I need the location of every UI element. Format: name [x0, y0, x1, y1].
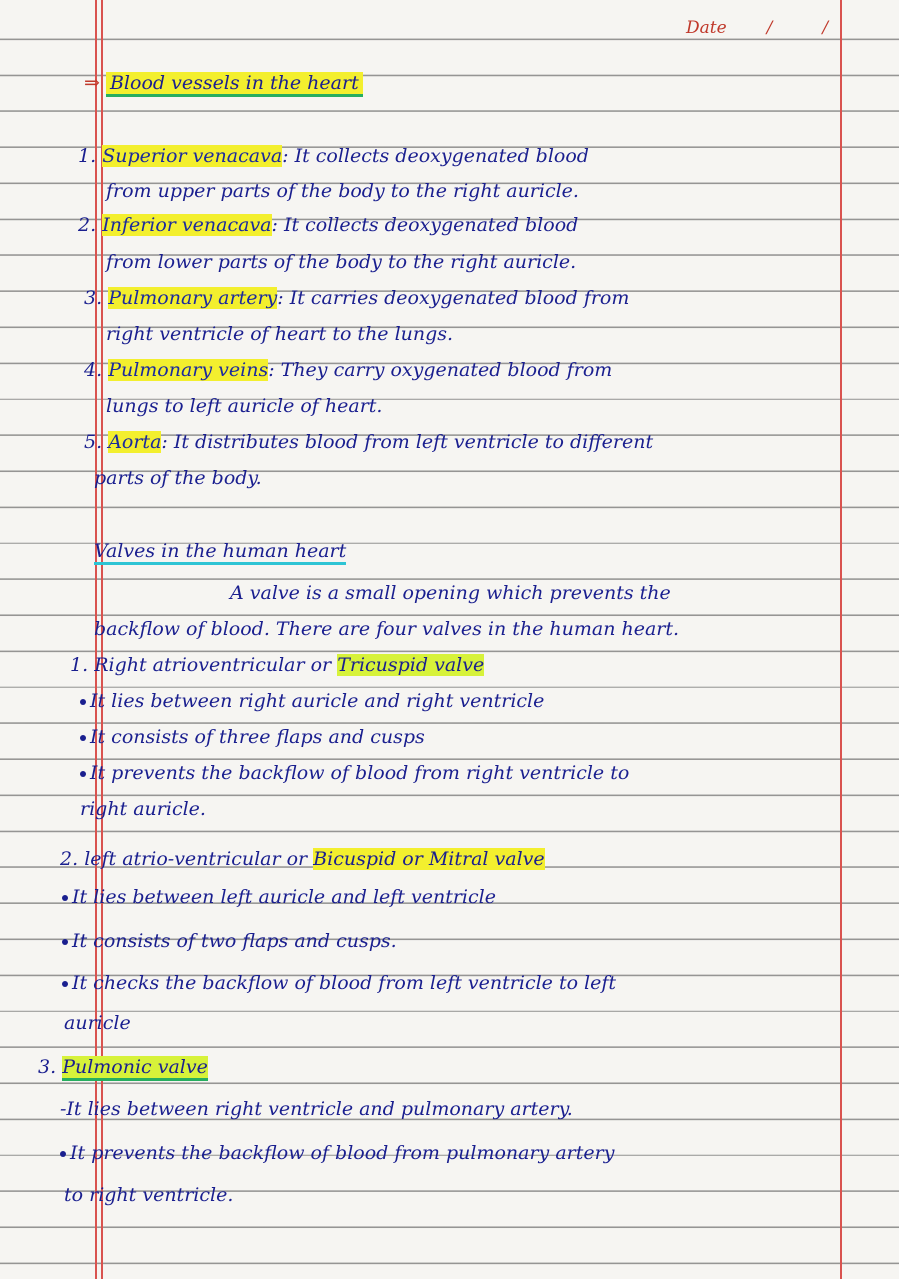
- item-term: Pulmonary artery: [108, 287, 278, 309]
- bullet-icon: [60, 1151, 66, 1157]
- valve-point-continuation: auricle: [64, 1012, 131, 1034]
- valve-name-b: Tricuspid valve: [337, 654, 485, 676]
- item-term: Inferior venacava: [102, 214, 272, 236]
- section2-title: Valves in the human heart: [94, 540, 346, 565]
- item-number: 1.: [78, 145, 97, 167]
- valve-heading: [38, 1056, 208, 1078]
- item-continuation: from upper parts of the body to the right auricle.: [106, 180, 579, 202]
- list-item: [78, 214, 578, 236]
- item-term: Pulmonary veins: [108, 359, 269, 381]
- valve-number: 2.: [60, 848, 79, 870]
- bullet-icon: [80, 735, 86, 741]
- list-item: [84, 359, 612, 381]
- list-item: [84, 431, 653, 453]
- date-label: Date: [686, 18, 727, 38]
- item-continuation: parts of the body.: [94, 467, 262, 489]
- item-continuation: from lower parts of the body to the right auricle.: [106, 251, 577, 273]
- valve-number: 3.: [38, 1056, 57, 1078]
- valve-point-text: It prevents the backflow of blood from pulmonary artery: [70, 1142, 615, 1164]
- item-continuation: right ventricle of heart to the lungs.: [106, 323, 454, 345]
- section1-title-row: [84, 72, 363, 94]
- valve-point-text: It lies between right auricle and right ventricle: [90, 690, 545, 712]
- list-item: [78, 145, 589, 167]
- valve-point: [60, 1098, 573, 1120]
- item-text: : It carries deoxygenated blood from: [277, 287, 630, 309]
- bullet-icon: [62, 939, 68, 945]
- valve-name-b: Bicuspid or Mitral valve: [313, 848, 545, 870]
- item-text: : It distributes blood from left ventricle to different: [161, 431, 654, 453]
- bullet-icon: [62, 895, 68, 901]
- valve-point: [62, 930, 397, 952]
- valve-point: [80, 762, 629, 784]
- section2-title-row: [94, 540, 346, 562]
- valve-point-text: It prevents the backflow of blood from right ventricle to: [90, 762, 630, 784]
- valve-name-a: left atrio-ventricular or: [84, 848, 314, 870]
- section1-title: Blood vessels in the heart: [106, 72, 363, 97]
- valve-point: [80, 726, 425, 748]
- valve-point-continuation: to right ventricle.: [64, 1184, 234, 1206]
- item-text: : It collects deoxygenated blood: [271, 214, 579, 236]
- margin-line-right: [840, 0, 842, 1279]
- valve-name: Pulmonic valve: [62, 1056, 208, 1081]
- valve-heading: [60, 848, 545, 870]
- arrow-icon: ⇒: [84, 72, 100, 94]
- bullet-icon: [80, 699, 86, 705]
- section2-intro-1: A valve is a small opening which prevents the: [230, 582, 671, 604]
- valve-number: 1.: [70, 654, 89, 676]
- dash-icon: -: [60, 1098, 67, 1120]
- section2-intro-2: backflow of blood. There are four valves in the human heart.: [94, 618, 680, 640]
- valve-point-text: It lies between left auricle and left ventricle: [72, 886, 496, 908]
- item-text: : It collects deoxygenated blood: [282, 145, 589, 167]
- date-separator-2: /: [822, 18, 829, 38]
- valve-point: [62, 972, 616, 994]
- item-continuation: lungs to left auricle of heart.: [106, 395, 383, 417]
- valve-point: [60, 1142, 614, 1164]
- list-item: [84, 287, 629, 309]
- date-separator-1: /: [766, 18, 773, 38]
- valve-name-a: Right atrioventricular or: [94, 654, 338, 676]
- date-field: [686, 18, 828, 38]
- valve-heading: [70, 654, 484, 676]
- valve-point-text: It checks the backflow of blood from left ventricle to left: [72, 972, 617, 994]
- item-number: 3.: [84, 287, 103, 309]
- bullet-icon: [80, 771, 86, 777]
- valve-point-text: It lies between right ventricle and pulmonary artery.: [66, 1098, 573, 1120]
- item-number: 5.: [84, 431, 103, 453]
- item-number: 4.: [84, 359, 103, 381]
- bullet-icon: [62, 981, 68, 987]
- item-term: Aorta: [108, 431, 162, 453]
- valve-point: [80, 690, 544, 712]
- item-term: Superior venacava: [102, 145, 283, 167]
- valve-point-continuation: right auricle.: [80, 798, 206, 820]
- valve-point: [62, 886, 496, 908]
- item-text: : They carry oxygenated blood from: [268, 359, 613, 381]
- valve-point-text: It consists of two flaps and cusps.: [72, 930, 397, 952]
- valve-point-text: It consists of three flaps and cusps: [90, 726, 425, 748]
- item-number: 2.: [78, 214, 97, 236]
